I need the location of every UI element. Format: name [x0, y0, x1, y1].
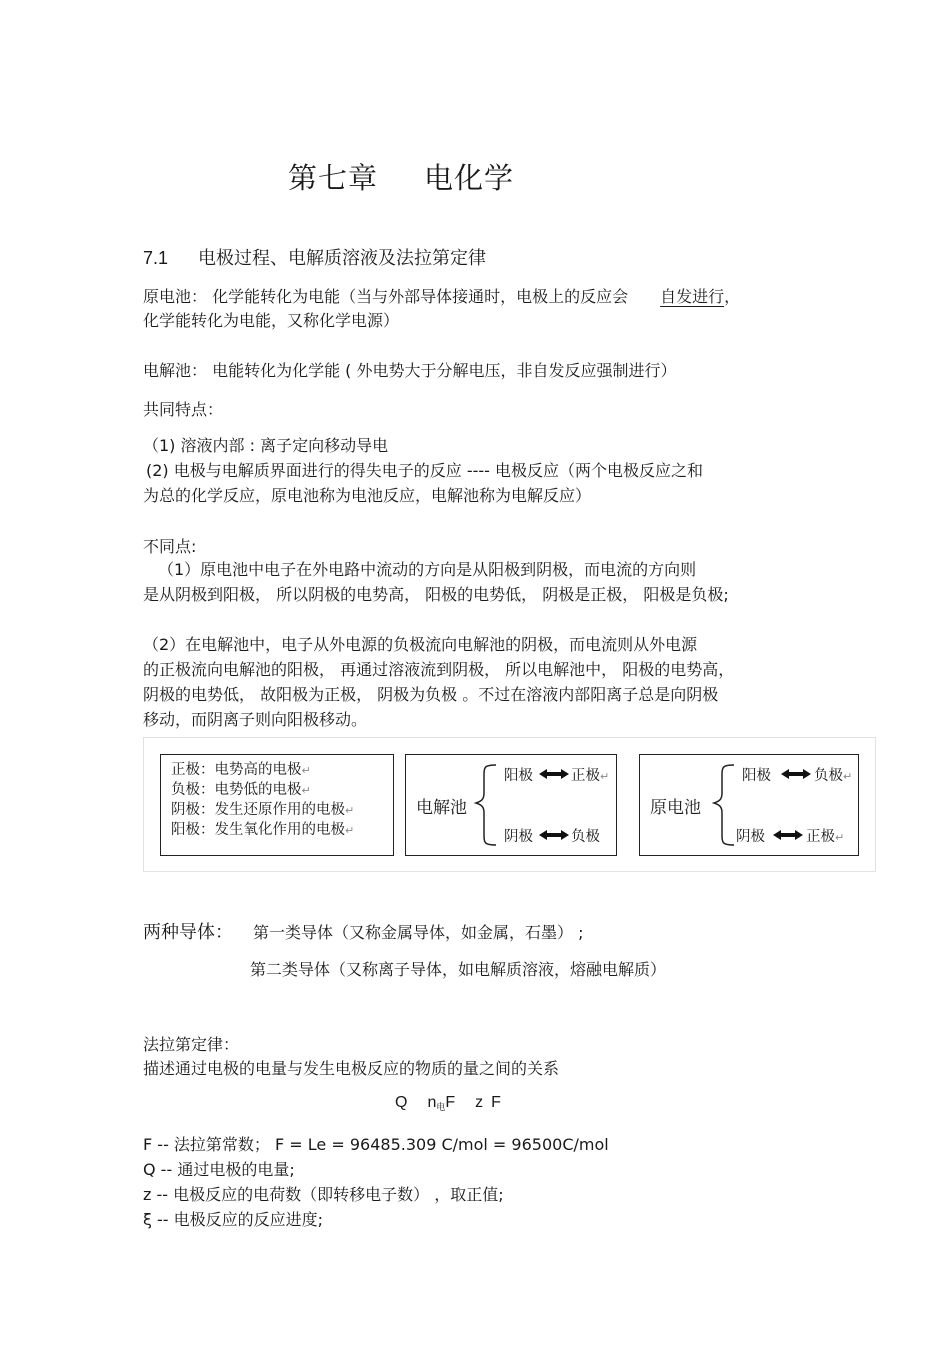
electrolytic-cell-label: 电解池: [416, 798, 467, 818]
galvanic-line-2: 化学能转化为电能，又称化学电源）: [143, 311, 400, 330]
electrolytic-cell-box: [405, 754, 617, 856]
galvanic-cell-label: 原电池: [650, 798, 701, 818]
galvanic-positive-label: 正极↵: [806, 829, 845, 845]
formula-z: z: [475, 1094, 484, 1111]
galvanic-cell-box: [639, 754, 859, 856]
difference-item-1-line-1: （1）原电池中电子在外电路中流动的方向是从阳极到阴极，而电流的方向则: [158, 560, 697, 579]
definition-xi: ξ -- 电极反应的反应进度;: [143, 1210, 324, 1229]
double-arrow-icon: [773, 830, 803, 840]
definition-negative: 负极：电势低的电极↵: [171, 782, 311, 798]
difference-item-2-line-4: 移动，而阴离子则向阳极移动。: [143, 710, 368, 729]
formula-n: n: [427, 1094, 437, 1111]
double-arrow-icon: [781, 769, 811, 779]
definition-cathode: 阴极：发生还原作用的电极↵: [171, 802, 355, 818]
difference-item-1-line-2: 是从阴极到阳极， 所以阴极的电势高， 阳极的电势低， 阴极是正极， 阳极是负极;: [143, 585, 729, 604]
galvanic-cathode-label: 阴极: [736, 829, 765, 845]
electrolytic-cathode-label: 阴极: [504, 829, 533, 845]
section-number: 7.1: [143, 248, 169, 268]
formula-f1: F: [445, 1094, 456, 1111]
galvanic-anode-label: 阳极: [742, 768, 771, 784]
conductors-type-2: 第二类导体（又称离子导体，如电解质溶液，熔融电解质）: [250, 960, 667, 979]
definition-positive: 正极：电势高的电极↵: [171, 762, 311, 778]
definition-z: z -- 电极反应的电荷数（即转移电子数） ，取正值;: [143, 1185, 504, 1204]
chapter-number: 第七章: [288, 161, 379, 195]
common-heading: 共同特点：: [143, 400, 224, 419]
faraday-heading: 法拉第定律：: [143, 1035, 240, 1054]
definition-q: Q -- 通过电极的电量;: [143, 1160, 295, 1179]
difference-heading: 不同点:: [143, 537, 197, 556]
chapter-name: 电化学: [424, 161, 515, 195]
difference-item-2-line-2: 的正极流向电解池的阳极， 再通过溶液流到阴极， 所以电解池中， 阳极的电势高，: [143, 660, 735, 679]
galvanic-line-1: 原电池： 化学能转化为电能（当与外部导体接通时，电极上的反应会 自发进行，: [143, 287, 741, 306]
common-item-1: （1) 溶液内部 : 离子定向移动导电: [143, 436, 389, 455]
electrolytic-line: 电解池： 电能转化为化学能 ( 外电势大于分解电压，非自发反应强制进行）: [143, 361, 677, 380]
difference-item-2-line-3: 阴极的电势低， 故阳极为正极， 阴极为负极 。不过在溶液内部阳离子总是向阴极: [143, 685, 719, 704]
electrolytic-negative-label: 负极: [571, 829, 600, 845]
electrolytic-anode-label: 阳极: [504, 768, 533, 784]
double-arrow-icon: [539, 830, 569, 840]
definition-f: F -- 法拉第常数； F = Le = 96485.309 C/mol = 96500C/mol: [143, 1135, 609, 1154]
chapter-title: [288, 156, 514, 197]
electrolytic-positive-label: 正极↵: [571, 768, 610, 784]
section-heading: [143, 244, 486, 270]
section-title: 电极过程、电解质溶液及法拉第定律: [198, 248, 487, 269]
galvanic-negative-label: 负极↵: [814, 768, 853, 784]
conductors-heading: 两种导体：: [143, 922, 233, 943]
common-item-2-line-1: (2) 电极与电解质界面进行的得失电子的反应 ---- 电极反应（两个电极反应之和: [146, 461, 704, 480]
common-item-2-line-2: 为总的化学反应，原电池称为电池反应，电解池称为电解反应）: [143, 486, 592, 505]
conductors-type-1: 第一类导体（又称金属导体，如金属，石墨） ;: [253, 923, 584, 942]
faraday-formula: [395, 1094, 501, 1113]
faraday-description: 描述通过电极的电量与发生电极反应的物质的量之间的关系: [143, 1059, 560, 1078]
electrode-diagram-figure: [143, 737, 876, 872]
difference-item-2-line-1: （2）在电解池中，电子从外电源的负极流向电解池的阴极，而电流则从外电源: [143, 635, 698, 654]
spontaneous-underline: 自发进行: [660, 287, 725, 306]
formula-subscript: 电: [436, 1102, 446, 1112]
double-arrow-icon: [539, 769, 569, 779]
definitions-box: [160, 754, 394, 856]
definition-anode: 阳极：发生氧化作用的电极↵: [171, 822, 355, 838]
formula-f2: F: [491, 1094, 501, 1111]
formula-q: Q: [395, 1094, 408, 1111]
